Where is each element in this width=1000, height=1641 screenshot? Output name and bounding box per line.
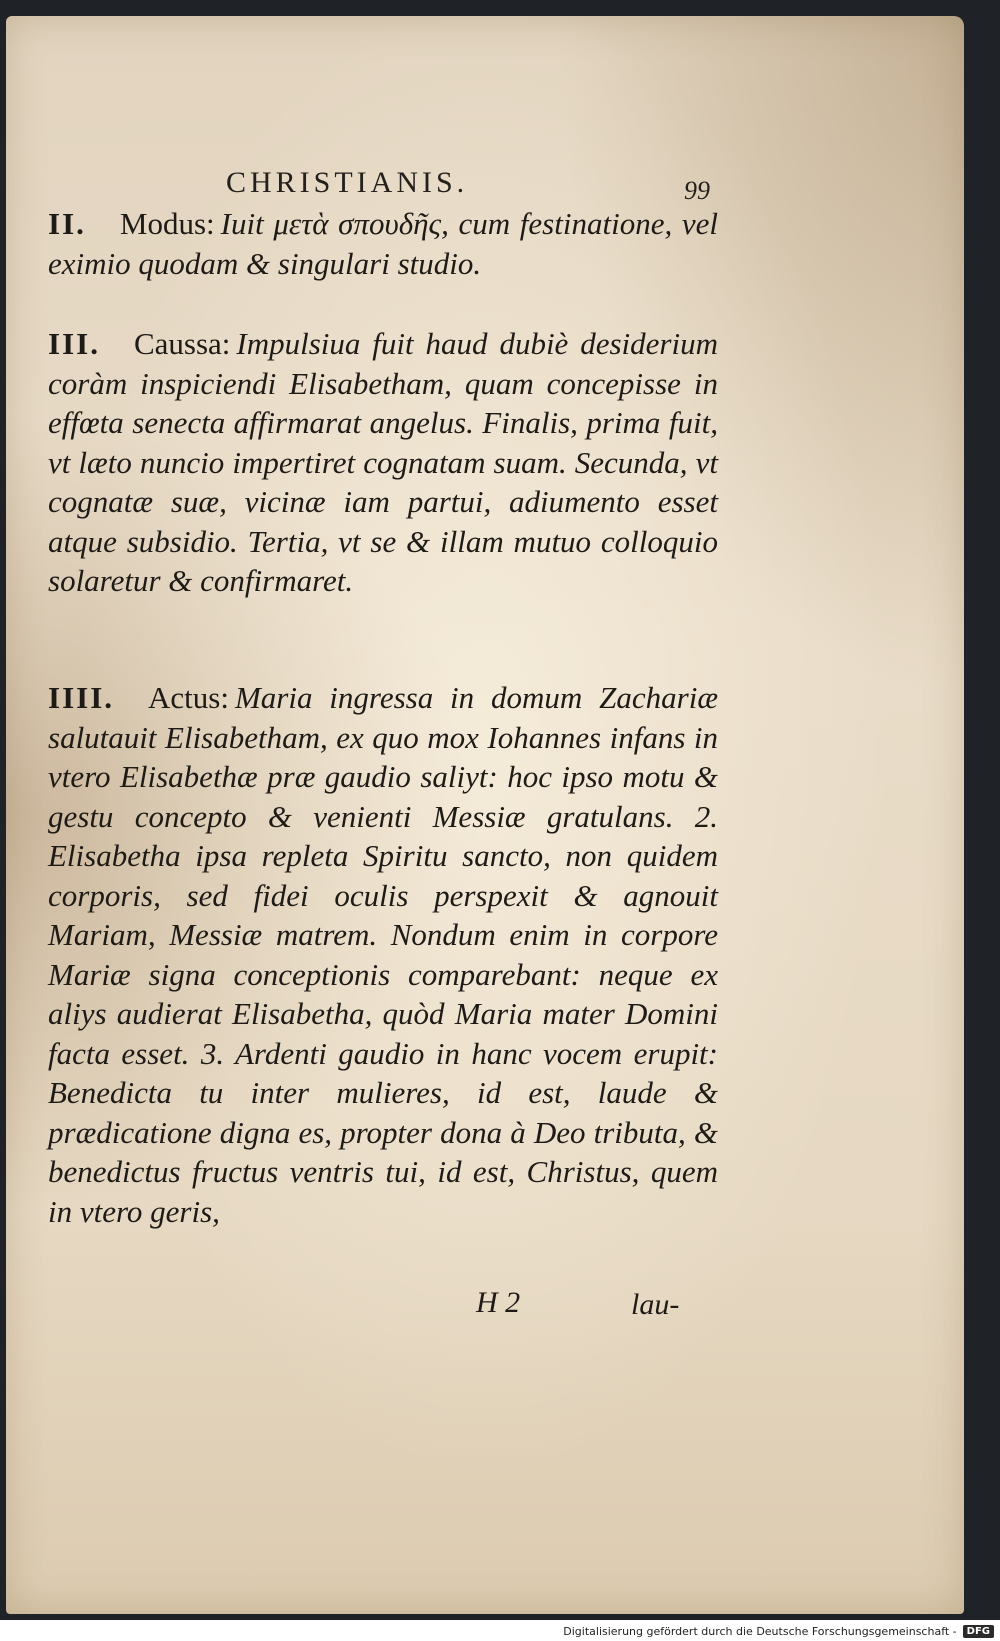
catchword: lau- — [631, 1288, 680, 1321]
paragraph-text: Impulsiua fuit haud dubiè desiderium coràm inspiciendi Elisabetham, quam concepisse in effœta senecta affirmarat angelus. Finalis, prima fuit, vt læto nuncio impertiret cognatam suam. Secunda, vt cognatæ suæ, vicinæ iam partui, adiumento esset atque subsidio. Tertia, vt se & illam mutuo colloquio solaretur & confirmaret. — [48, 326, 718, 598]
paragraph-keyword: Modus: — [119, 206, 215, 241]
running-head: CHRISTIANIS. — [226, 166, 469, 199]
paragraph-modus — [48, 204, 718, 283]
signature-mark: H 2 — [476, 1286, 521, 1319]
paragraph-caussa — [48, 324, 718, 601]
paragraph-text: Iuit μετὰ σπουδῆς, cum festinatione, vel eximio quodam & singulari studio. — [48, 206, 718, 281]
paragraph-number: IIII. — [48, 680, 115, 715]
paragraph-number: II. — [48, 206, 86, 241]
paragraph-number: III. — [48, 326, 100, 361]
paragraph-actus — [48, 678, 718, 1231]
page-number: 99 — [684, 176, 710, 205]
book-page — [6, 16, 964, 1614]
dfg-logo-icon: DFG — [963, 1625, 994, 1638]
paragraph-keyword: Caussa: — [133, 326, 231, 361]
paragraph-text: Maria ingressa in domum Zachariæ salutauit Elisabetham, ex quo mox Iohannes infans in vtero Elisabethæ præ gaudio saliyt: hoc ipso motu & gestu concepto & venienti Messiæ gratulans. 2. Elisabetha ipsa repleta Spiritu sancto, non quidem corporis, sed fidei oculis perspexit & agnouit Mariam, Messiæ matrem. Nondum enim in corpore Mariæ signa conceptionis comparebant: neque ex aliys audierat Elisabetha, quòd Maria mater Domini facta esset. 3. Ardenti gaudio in hanc vocem erupit: Benedicta tu inter mulieres, id est, laude & prædicatione digna es, propter dona à Deo tributa, & benedictus fructus ventris tui, id est, Christus, quem in vtero geris, — [48, 680, 718, 1229]
paragraph-keyword: Actus: — [148, 680, 229, 715]
credit-text: Digitalisierung gefördert durch die Deutsche Forschungsgemeinschaft - — [563, 1624, 957, 1638]
digitization-credit — [563, 1621, 994, 1641]
